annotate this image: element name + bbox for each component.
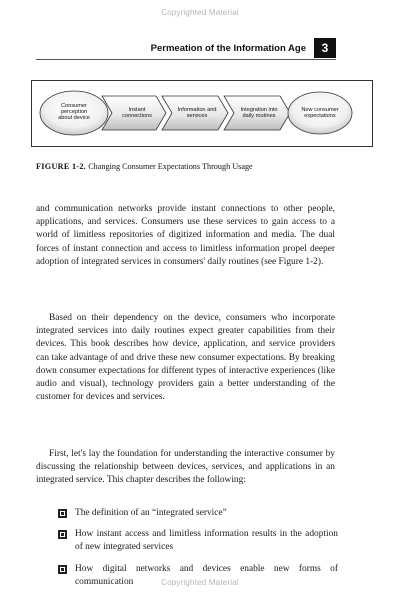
bullet-item bbox=[58, 507, 338, 520]
node-label-new-expectations: New consumer expectations bbox=[301, 107, 339, 120]
body-paragraph-2: Based on their dependency on the device, consumers who incorporate integrated services into daily routines expect greater capabilities from their devices. This book describes how device, application, and service providers can take advantage of and drive these new consumer expectations. By breaking down consumer expectations for different types of interactive experiences (like audio and visual), technology providers gain a better understanding of the customer for devices and services. bbox=[36, 313, 335, 403]
square-bullet-icon bbox=[58, 509, 67, 518]
node-label-instant-connections: Instant connections bbox=[122, 107, 152, 120]
bullet-text: The definition of an “integrated service” bbox=[75, 508, 227, 518]
watermark-top: Copyrighted Material bbox=[161, 8, 239, 17]
square-bullet-icon bbox=[58, 530, 67, 539]
square-bullet-icon bbox=[58, 565, 67, 574]
running-title: Permeation of the Information Age bbox=[150, 42, 306, 54]
bullet-text: How digital networks and devices enable new forms of communication bbox=[75, 563, 338, 587]
bullet-text: How instant access and limitless information results in the adoption of new integrated services bbox=[75, 529, 338, 553]
node-label-integration-routines: Integration into daily routines bbox=[240, 107, 278, 120]
body-paragraph-1: and communication networks provide instant connections to other people, applications, and services. Consumers use these services to gain access to a world of limitless repositories of digitized information and media. The dual forces of instant connection and access to limitless information propel deeper adoption of integrated services in consumers' daily routines (see Figure 1-2). bbox=[36, 204, 335, 267]
node-label-information-services: Information and services bbox=[177, 107, 217, 120]
bullet-item bbox=[58, 528, 338, 554]
figure-diagram bbox=[31, 80, 373, 147]
page-number: 3 bbox=[314, 38, 336, 58]
running-header bbox=[36, 38, 336, 58]
node-label-consumer-perception: Consumer perception about device bbox=[58, 103, 90, 122]
body-paragraph-3: First, let's lay the foundation for understanding the interactive consumer by discussing the relationship between devices, services, and applications in an integrated service. This chapter describes the following: bbox=[36, 449, 335, 486]
bullet-list bbox=[58, 507, 338, 589]
header-rule bbox=[36, 59, 336, 60]
watermark-bottom: Copyrighted Material bbox=[161, 578, 239, 587]
figure-caption bbox=[36, 162, 356, 171]
figure-caption-text: Changing Consumer Expectations Through Usage bbox=[88, 162, 253, 171]
figure-number: FIGURE 1-2. bbox=[36, 162, 87, 171]
